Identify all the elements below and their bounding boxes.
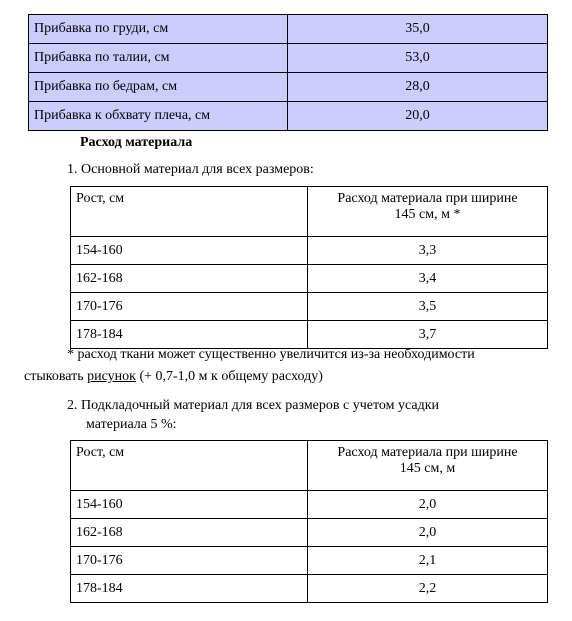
consumption-cell: 2,0 <box>308 491 548 519</box>
column-header-line: 145 см, м <box>399 461 456 476</box>
column-header-height: Рост, см <box>71 441 308 491</box>
consumption-cell: 2,2 <box>308 575 548 603</box>
footnote-text: стыковать <box>24 369 88 384</box>
allowance-label: Прибавка к обхвату плеча, см <box>29 102 288 131</box>
footnote-line <box>24 368 323 386</box>
allowance-value: 28,0 <box>288 73 548 102</box>
consumption-cell: 2,0 <box>308 519 548 547</box>
allowances-table <box>28 14 548 131</box>
height-cell: 154-160 <box>71 237 308 265</box>
table-header-row <box>71 187 548 237</box>
main-material-table <box>70 186 548 349</box>
consumption-cell: 3,7 <box>308 321 548 349</box>
column-header-consumption <box>308 441 548 491</box>
table-row <box>71 547 548 575</box>
list-item-lining-material-cont: материала 5 %: <box>86 417 177 432</box>
height-cell: 162-168 <box>71 519 308 547</box>
table-row <box>71 519 548 547</box>
height-cell: 178-184 <box>71 575 308 603</box>
table-row <box>29 44 548 73</box>
allowance-value: 53,0 <box>288 44 548 73</box>
footnote-line: * расход ткани может существенно увеличится из-за необходимости <box>67 347 475 362</box>
list-item-lining-material: 2. Подкладочный материал для всех размеров с учетом усадки <box>67 398 440 413</box>
allowance-value: 35,0 <box>288 15 548 44</box>
consumption-cell: 3,5 <box>308 293 548 321</box>
table-row <box>29 102 548 131</box>
allowance-label: Прибавка по бедрам, см <box>29 73 288 102</box>
section-title: Расход материала <box>80 135 193 150</box>
height-cell: 170-176 <box>71 547 308 575</box>
table-row <box>71 293 548 321</box>
footnote-text: (+ 0,7-1,0 м к общему расходу) <box>135 369 323 384</box>
height-cell: 162-168 <box>71 265 308 293</box>
consumption-cell: 2,1 <box>308 547 548 575</box>
column-header-line: 145 см, м * <box>394 207 461 222</box>
column-header-consumption <box>308 187 548 237</box>
allowance-label: Прибавка по груди, см <box>29 15 288 44</box>
table-row <box>71 237 548 265</box>
consumption-cell: 3,4 <box>308 265 548 293</box>
column-header-line: Расход материала при ширине <box>337 445 518 460</box>
consumption-cell: 3,3 <box>308 237 548 265</box>
allowance-value: 20,0 <box>288 102 548 131</box>
table-row <box>71 321 548 349</box>
height-cell: 170-176 <box>71 293 308 321</box>
table-row <box>29 15 548 44</box>
table-row <box>71 491 548 519</box>
height-cell: 154-160 <box>71 491 308 519</box>
column-header-height: Рост, см <box>71 187 308 237</box>
table-row <box>71 265 548 293</box>
allowance-label: Прибавка по талии, см <box>29 44 288 73</box>
list-item-main-material: 1. Основной материал для всех размеров: <box>67 162 314 177</box>
footnote-link-word: рисунок <box>87 369 136 384</box>
table-header-row <box>71 441 548 491</box>
column-header-line: Расход материала при ширине <box>337 191 518 206</box>
lining-material-table <box>70 440 548 603</box>
table-row <box>29 73 548 102</box>
table-row <box>71 575 548 603</box>
height-cell: 178-184 <box>71 321 308 349</box>
